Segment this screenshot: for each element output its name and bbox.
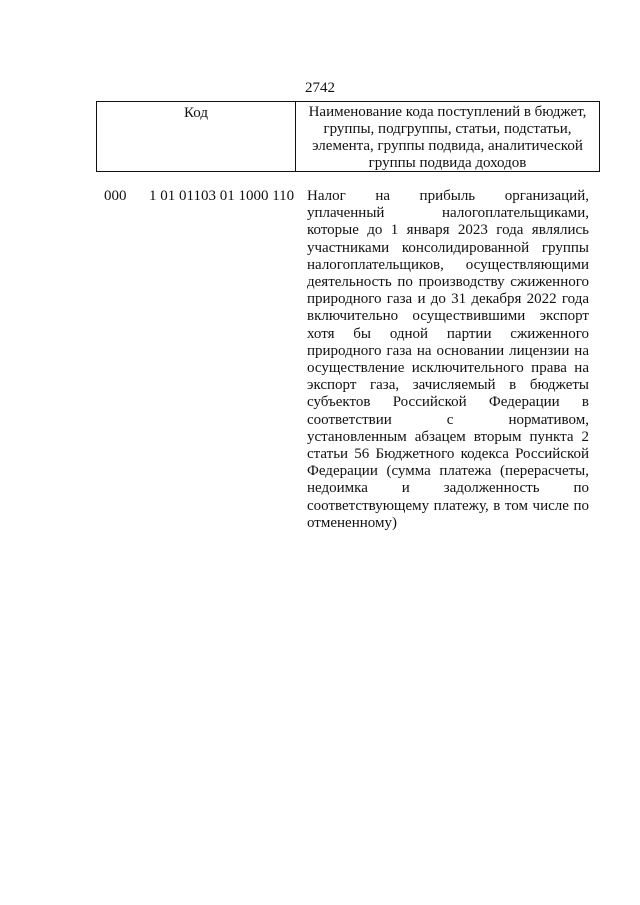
admin-code: 000 (104, 188, 127, 204)
income-code: 1 01 01103 01 1000 110 (149, 188, 295, 204)
income-description: Налог на прибыль организаций, уплаченный налогоплательщиками, которые до 1 января 2023 года являлись участниками консолидированной группы налогоплательщиков, осуществляющими деятельность по производству сжиженного природного газа и до 31 декабря 2022 года включительно осуществившими экспорт хотя бы одной партии сжиженного природного газа на основании лицензии на осуществление исключительного права на экспорт газа, зачисляемый в бюджеты субъектов Российской Федерации в соответствии с нормативом, установленным абзацем вторым пункта 2 статьи 56 Бюджетного кодекса Российской Федерации (сумма платежа (перерасчеты, недоимка и задолженность по соответствующему платежу, в том числе по отмененному) (307, 188, 589, 531)
table-header (96, 101, 600, 172)
header-name-column: Наименование кода поступлений в бюджет, группы, подгруппы, статьи, подстатьи, элемента, группы подвида, аналитической группы подвида доходов (308, 104, 587, 171)
header-code-column: Код (97, 102, 296, 171)
page-number: 2742 (305, 80, 335, 96)
